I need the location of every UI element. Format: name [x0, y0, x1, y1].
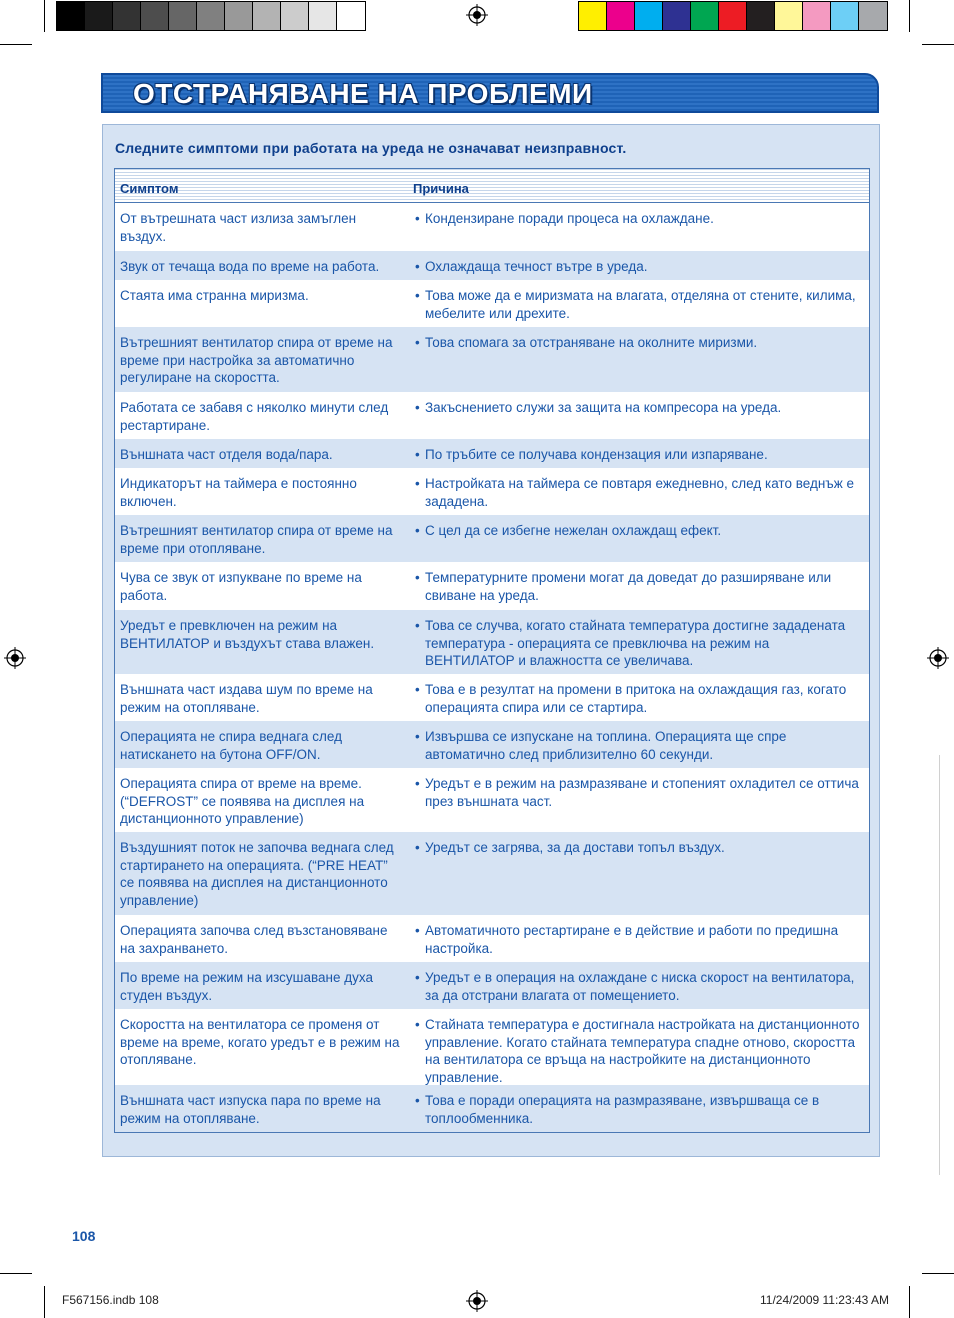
- color-swatch: [57, 2, 85, 30]
- footer-file: F567156.indb 108: [62, 1293, 159, 1307]
- table-row: [115, 327, 869, 392]
- table-row: [115, 610, 869, 674]
- color-swatch: [635, 2, 663, 30]
- registration-mark-icon: [4, 647, 26, 669]
- cause-text: Автоматичното рестартиране е в действие и работи по предишна настройка.: [425, 923, 839, 956]
- symptom-cell: Стаята има странна миризма.: [120, 288, 309, 303]
- cause-cell: [415, 210, 860, 228]
- color-bar: [578, 1, 888, 31]
- bullet-icon: •: [415, 211, 420, 226]
- bullet-icon: •: [415, 970, 420, 985]
- symptom-cell: Звук от течаща вода по време на работа.: [120, 259, 380, 274]
- symptom-cell: От вътрешната част излиза замъглен въздух.: [120, 211, 357, 244]
- table-row: [115, 721, 869, 768]
- crop-mark: [922, 1273, 954, 1274]
- bullet-icon: •: [415, 1093, 420, 1108]
- registration-mark-icon: [466, 4, 488, 26]
- cause-cell: [415, 922, 860, 957]
- color-swatch: [281, 2, 309, 30]
- color-swatch: [747, 2, 775, 30]
- cause-cell: [415, 446, 860, 464]
- table-row: [115, 251, 869, 280]
- cause-text: Стайната температура е достигнала настройката на дистанционното управление. Когато стайната температура спадне отново, скоростта на вентилатора се връща на настройките на дистанционното управление.: [425, 1017, 860, 1085]
- table-row: [115, 392, 869, 439]
- table-row: [115, 562, 869, 610]
- cause-text: Уредът е в режим на размразяване и стопеният охладител се оттича през външната част.: [425, 776, 859, 809]
- crop-mark: [909, 0, 910, 32]
- symptom-cell: Индикаторът на таймера е постоянно включен.: [120, 476, 357, 509]
- symptom-cell: Външната част изпуска пара по време на режим на отопляване.: [120, 1093, 381, 1126]
- color-swatch: [719, 2, 747, 30]
- header-cause: Причина: [413, 181, 469, 196]
- cause-cell: [415, 334, 860, 352]
- color-swatch: [803, 2, 831, 30]
- cause-text: Кондензиране поради процеса на охлаждане.: [425, 211, 714, 226]
- crop-mark: [909, 1286, 910, 1318]
- cause-text: Закъснението служи за защита на компресора на уреда.: [425, 400, 782, 415]
- cause-text: Това спомага за отстраняване на околните миризми.: [425, 335, 758, 350]
- color-swatch: [775, 2, 803, 30]
- color-swatch: [113, 2, 141, 30]
- cause-text: Настройката на таймера се повтаря ежедневно, след като веднъж е зададена.: [425, 476, 855, 509]
- table-row: [115, 1085, 869, 1132]
- color-swatch: [309, 2, 337, 30]
- cause-text: Уредът е в операция на охлаждане с ниска скорост на вентилатора, за да отстрани влагата от помещението.: [425, 970, 855, 1003]
- cause-text: Извършва се изпускане на топлина. Операцията ще спре автоматично след приблизително 60 секунди.: [425, 729, 787, 762]
- color-swatch: [831, 2, 859, 30]
- color-swatch: [85, 2, 113, 30]
- cause-cell: [415, 617, 860, 670]
- registration-mark-icon: [466, 1290, 488, 1312]
- bullet-icon: •: [415, 447, 420, 462]
- bullet-icon: •: [415, 682, 420, 697]
- bullet-icon: •: [415, 523, 420, 538]
- page-title: ОТСТРАНЯВАНЕ НА ПРОБЛЕМИ: [133, 78, 593, 109]
- symptom-cell: Работата се забавя с няколко минути след рестартиране.: [120, 400, 389, 433]
- table-header: [115, 169, 869, 203]
- color-swatch: [197, 2, 225, 30]
- symptom-cell: Операцията спира от време на време. (“DEFROST” се появява на дисплея на дистанционното управление): [120, 776, 365, 826]
- cause-text: Уредът се загрява, за да достави топъл въздух.: [425, 840, 725, 855]
- cause-cell: [415, 839, 860, 857]
- color-swatch: [169, 2, 197, 30]
- symptom-cell: Въздушният поток не започва веднага след стартирането на операцията. (“PRE HEAT” се появява на дисплея на дистанционното управление): [120, 840, 394, 908]
- bullet-icon: •: [415, 729, 420, 744]
- color-swatch: [337, 2, 365, 30]
- header-symptom: Симптом: [120, 181, 179, 196]
- cause-text: Охлаждаща течност вътре в уреда.: [425, 259, 648, 274]
- cause-cell: [415, 1016, 860, 1086]
- troubleshooting-table: [114, 168, 870, 1133]
- cause-text: По тръбите се получава кондензация или изпаряване.: [425, 447, 768, 462]
- color-swatch: [607, 2, 635, 30]
- table-row: [115, 768, 869, 832]
- table-row: [115, 468, 869, 515]
- symptom-cell: Външната част издава шум по време на режим на отопляване.: [120, 682, 373, 715]
- cause-text: Това може да е миризмата на влагата, отделяна от стените, килима, мебелите или дрехите.: [425, 288, 856, 321]
- symptom-cell: Вътрешният вентилатор спира от време на време при настройка за автоматично регулиране на скоростта.: [120, 335, 393, 385]
- crop-mark: [44, 1286, 45, 1318]
- symptom-cell: Външната част отделя вода/пара.: [120, 447, 333, 462]
- table-row: [115, 515, 869, 562]
- bullet-icon: •: [415, 840, 420, 855]
- color-swatch: [579, 2, 607, 30]
- cause-cell: [415, 475, 860, 510]
- color-swatch: [663, 2, 691, 30]
- crop-mark: [44, 0, 45, 32]
- symptom-cell: Операцията започва след възстановяване на захранването.: [120, 923, 388, 956]
- registration-mark-icon: [927, 647, 949, 669]
- bullet-icon: •: [415, 288, 420, 303]
- table-row: [115, 674, 869, 721]
- cause-cell: [415, 569, 860, 604]
- bullet-icon: •: [415, 923, 420, 938]
- bullet-icon: •: [415, 1017, 420, 1032]
- table-body: [115, 203, 869, 1132]
- cause-cell: [415, 258, 860, 276]
- table-row: [115, 915, 869, 962]
- symptom-cell: Скоростта на вентилатора се променя от време на време, когато уредът е в режим на отопляване.: [120, 1017, 400, 1067]
- table-row: [115, 832, 869, 915]
- cause-cell: [415, 1092, 860, 1127]
- bullet-icon: •: [415, 259, 420, 274]
- cause-cell: [415, 775, 860, 810]
- bullet-icon: •: [415, 776, 420, 791]
- table-row: [115, 203, 869, 251]
- color-swatch: [141, 2, 169, 30]
- cause-text: Това е поради операцията на размразяване, извършваща се в топлообменника.: [425, 1093, 820, 1126]
- cause-cell: [415, 522, 860, 540]
- color-swatch: [225, 2, 253, 30]
- bullet-icon: •: [415, 570, 420, 585]
- cause-text: Това е в резултат на промени в притока на охлаждащия газ, когато операцията спира или се стартира.: [425, 682, 847, 715]
- cause-text: С цел да се избегне нежелан охлаждащ ефект.: [425, 523, 722, 538]
- symptom-cell: Уредът е превключен на режим на ВЕНТИЛАТОР и въздухът става влажен.: [120, 618, 375, 651]
- cause-cell: [415, 287, 860, 322]
- table-row: [115, 962, 869, 1009]
- color-swatch: [859, 2, 887, 30]
- crop-mark: [0, 1273, 32, 1274]
- margin-line: [939, 755, 940, 1175]
- bullet-icon: •: [415, 618, 420, 633]
- table-row: [115, 1009, 869, 1085]
- symptom-cell: Операцията не спира веднага след натискането на бутона OFF/ON.: [120, 729, 342, 762]
- color-swatch: [253, 2, 281, 30]
- footer-date: 11/24/2009 11:23:43 AM: [760, 1293, 889, 1307]
- crop-mark: [922, 44, 954, 45]
- page-number: 108: [72, 1228, 96, 1244]
- bullet-icon: •: [415, 335, 420, 350]
- bullet-icon: •: [415, 476, 420, 491]
- bullet-icon: •: [415, 400, 420, 415]
- cause-cell: [415, 681, 860, 716]
- cause-cell: [415, 399, 860, 417]
- grayscale-bar: [56, 1, 366, 31]
- symptom-cell: Вътрешният вентилатор спира от време на време при отопляване.: [120, 523, 393, 556]
- color-swatch: [691, 2, 719, 30]
- symptom-cell: По време на режим на изсушаване духа студен въздух.: [120, 970, 373, 1003]
- cause-cell: [415, 969, 860, 1004]
- cause-cell: [415, 728, 860, 763]
- cause-text: Това се случва, когато стайната температура достигне зададената температура - операцията се превключва на режим на ВЕНТИЛАТОР и влажността се увеличава.: [425, 618, 846, 668]
- symptom-cell: Чува се звук от изпукване по време на работа.: [120, 570, 362, 603]
- table-row: [115, 439, 869, 468]
- subtitle: Следните симптоми при работата на уреда не означават неизправност.: [115, 140, 627, 156]
- crop-mark: [0, 44, 32, 45]
- cause-text: Температурните промени могат да доведат до разширяване или свиване на уреда.: [425, 570, 832, 603]
- title-banner: [101, 73, 879, 113]
- table-row: [115, 280, 869, 327]
